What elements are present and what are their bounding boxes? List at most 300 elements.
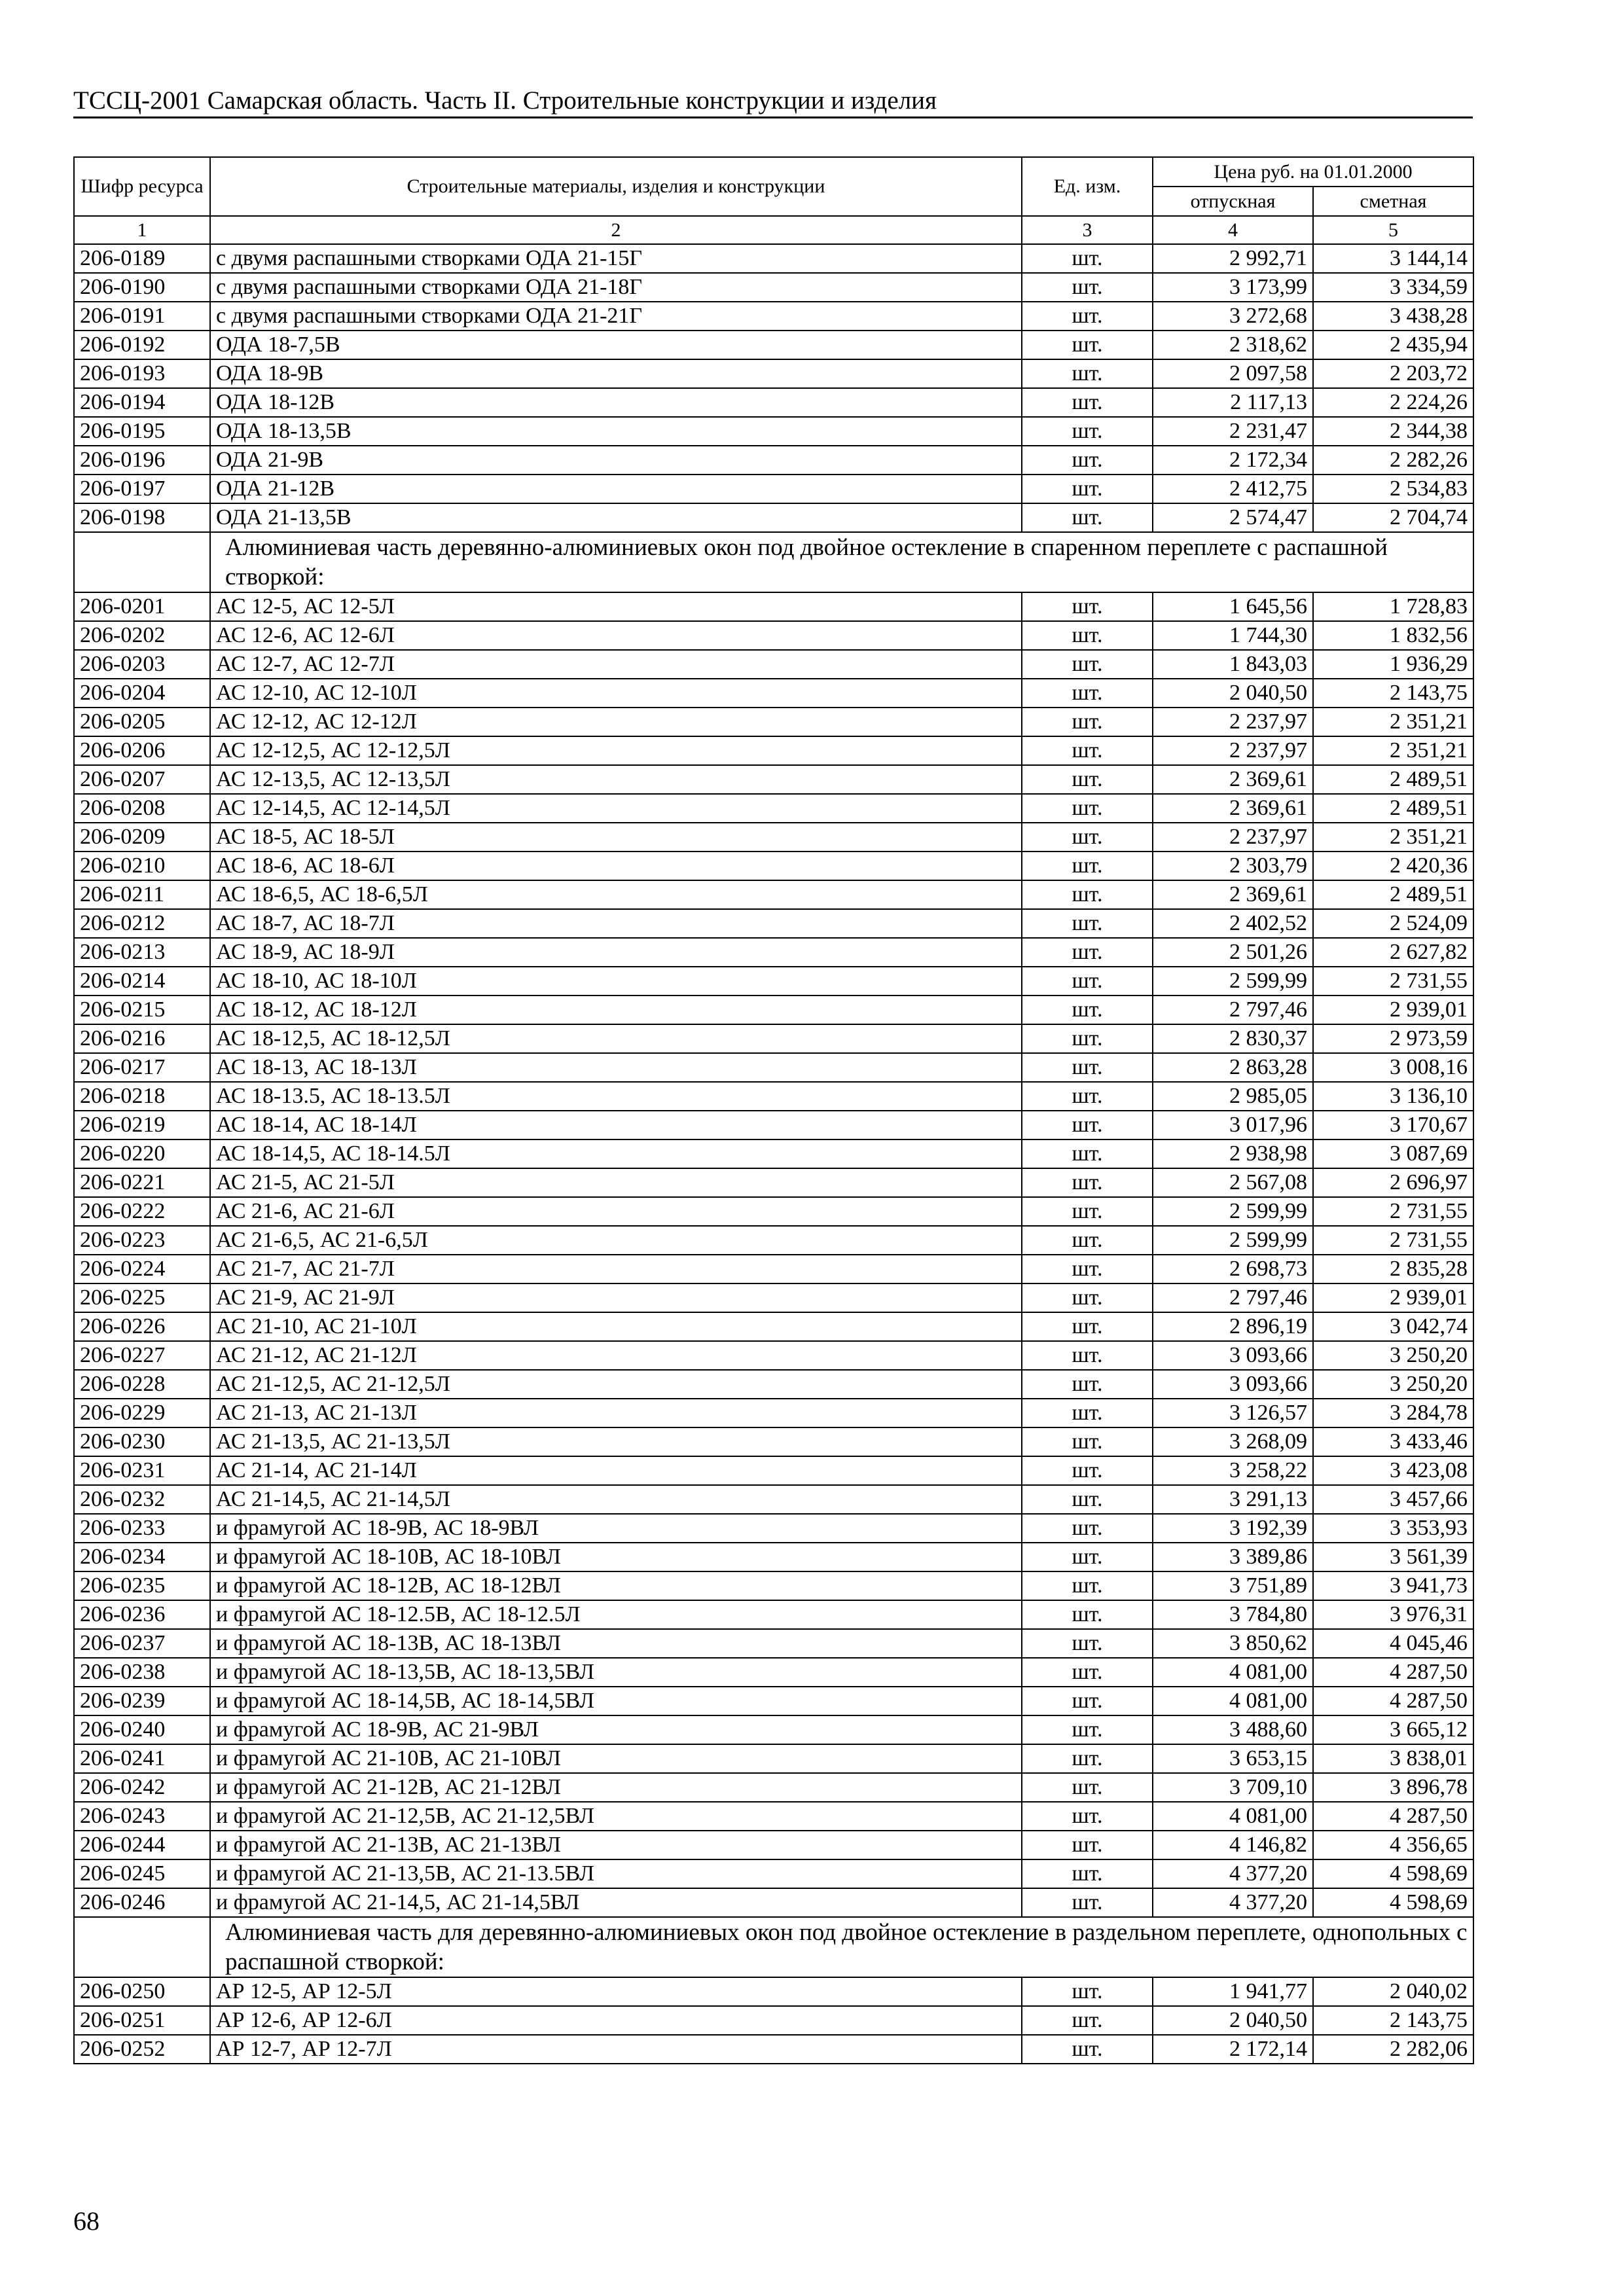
release-price: 3 093,66 xyxy=(1153,1341,1313,1370)
resource-code: 206-0197 xyxy=(74,475,210,503)
section-title: Алюминиевая часть для деревянно-алюминиевых окон под двойное остекление в раздельном переплете, однопольных с распашной створкой: xyxy=(210,1917,1473,1977)
unit-cell: шт. xyxy=(1022,1427,1153,1456)
resource-code: 206-0216 xyxy=(74,1024,210,1053)
item-name: АС 12-13,5, АС 12-13,5Л xyxy=(210,765,1022,794)
estimate-price: 3 334,59 xyxy=(1313,273,1473,302)
unit-cell: шт. xyxy=(1022,1139,1153,1168)
release-price: 2 574,47 xyxy=(1153,503,1313,532)
table-row xyxy=(74,708,1473,736)
item-name: и фрамугой АС 18-9В, АС 18-9ВЛ xyxy=(210,1514,1022,1543)
item-name: АС 12-6, АС 12-6Л xyxy=(210,621,1022,650)
table-row xyxy=(74,1370,1473,1399)
table-row xyxy=(74,1283,1473,1312)
estimate-price: 3 284,78 xyxy=(1313,1399,1473,1427)
resource-code: 206-0190 xyxy=(74,273,210,302)
release-price: 3 258,22 xyxy=(1153,1456,1313,1485)
resource-code: 206-0244 xyxy=(74,1831,210,1859)
resource-code: 206-0226 xyxy=(74,1312,210,1341)
estimate-price: 2 344,38 xyxy=(1313,417,1473,446)
page-number: 68 xyxy=(73,2206,99,2236)
unit-cell: шт. xyxy=(1022,794,1153,823)
item-name: и фрамугой АС 18-12В, АС 18-12ВЛ xyxy=(210,1571,1022,1600)
table-row xyxy=(74,1514,1473,1543)
unit-cell: шт. xyxy=(1022,1977,1153,2006)
col-release-header: отпускная xyxy=(1153,187,1313,216)
table-row xyxy=(74,1888,1473,1917)
unit-cell: шт. xyxy=(1022,1226,1153,1255)
release-price: 3 389,86 xyxy=(1153,1543,1313,1571)
estimate-price: 2 351,21 xyxy=(1313,823,1473,852)
col-num-1: 1 xyxy=(74,216,210,244)
table-row xyxy=(74,679,1473,708)
item-name: и фрамугой АС 18-9В, АС 21-9ВЛ xyxy=(210,1715,1022,1744)
item-name: АС 21-13,5, АС 21-13,5Л xyxy=(210,1427,1022,1456)
unit-cell: шт. xyxy=(1022,621,1153,650)
release-price: 2 369,61 xyxy=(1153,880,1313,909)
release-price: 3 272,68 xyxy=(1153,302,1313,331)
item-name: и фрамугой АС 21-10В, АС 21-10ВЛ xyxy=(210,1744,1022,1773)
unit-cell: шт. xyxy=(1022,1024,1153,1053)
table-row xyxy=(74,794,1473,823)
unit-cell: шт. xyxy=(1022,1687,1153,1715)
estimate-price: 2 489,51 xyxy=(1313,794,1473,823)
estimate-price: 1 728,83 xyxy=(1313,592,1473,621)
item-name: АС 12-10, АС 12-10Л xyxy=(210,679,1022,708)
release-price: 4 081,00 xyxy=(1153,1802,1313,1831)
table-row xyxy=(74,880,1473,909)
resource-code: 206-0211 xyxy=(74,880,210,909)
item-name: и фрамугой АС 21-13,5В, АС 21-13.5ВЛ xyxy=(210,1859,1022,1888)
unit-cell: шт. xyxy=(1022,996,1153,1024)
table-row xyxy=(74,331,1473,359)
estimate-price: 4 598,69 xyxy=(1313,1888,1473,1917)
unit-cell: шт. xyxy=(1022,1543,1153,1571)
estimate-price: 3 941,73 xyxy=(1313,1571,1473,1600)
unit-cell: шт. xyxy=(1022,1255,1153,1283)
item-name: АС 21-12,5, АС 21-12,5Л xyxy=(210,1370,1022,1399)
release-price: 3 653,15 xyxy=(1153,1744,1313,1773)
estimate-price: 3 433,46 xyxy=(1313,1427,1473,1456)
release-price: 2 040,50 xyxy=(1153,2006,1313,2035)
unit-cell: шт. xyxy=(1022,1773,1153,1802)
unit-cell: шт. xyxy=(1022,475,1153,503)
estimate-price: 2 731,55 xyxy=(1313,1226,1473,1255)
resource-code: 206-0208 xyxy=(74,794,210,823)
resource-code: 206-0229 xyxy=(74,1399,210,1427)
resource-code: 206-0245 xyxy=(74,1859,210,1888)
resource-code: 206-0228 xyxy=(74,1370,210,1399)
table-row xyxy=(74,503,1473,532)
col-num-5: 5 xyxy=(1313,216,1473,244)
col-num-2: 2 xyxy=(210,216,1022,244)
resource-code: 206-0232 xyxy=(74,1485,210,1514)
estimate-price: 2 143,75 xyxy=(1313,2006,1473,2035)
unit-cell: шт. xyxy=(1022,1600,1153,1629)
table-row xyxy=(74,592,1473,621)
release-price: 2 369,61 xyxy=(1153,765,1313,794)
resource-code: 206-0193 xyxy=(74,359,210,388)
table-row xyxy=(74,1024,1473,1053)
unit-cell: шт. xyxy=(1022,1197,1153,1226)
unit-cell: шт. xyxy=(1022,331,1153,359)
estimate-price: 2 489,51 xyxy=(1313,765,1473,794)
resource-code: 206-0217 xyxy=(74,1053,210,1082)
item-name: с двумя распашными створками ОДА 21-18Г xyxy=(210,273,1022,302)
release-price: 2 172,34 xyxy=(1153,446,1313,475)
resource-code: 206-0205 xyxy=(74,708,210,736)
release-price: 3 850,62 xyxy=(1153,1629,1313,1658)
table-row xyxy=(74,1111,1473,1139)
table-row xyxy=(74,1082,1473,1111)
item-name: и фрамугой АС 21-13В, АС 21-13ВЛ xyxy=(210,1831,1022,1859)
estimate-price: 3 170,67 xyxy=(1313,1111,1473,1139)
unit-cell: шт. xyxy=(1022,388,1153,417)
table-row xyxy=(74,823,1473,852)
estimate-price: 2 420,36 xyxy=(1313,852,1473,880)
unit-cell: шт. xyxy=(1022,244,1153,273)
release-price: 3 093,66 xyxy=(1153,1370,1313,1399)
item-name: АР 12-6, АР 12-6Л xyxy=(210,2006,1022,2035)
resource-code: 206-0223 xyxy=(74,1226,210,1255)
release-price: 2 863,28 xyxy=(1153,1053,1313,1082)
unit-cell: шт. xyxy=(1022,1888,1153,1917)
unit-cell: шт. xyxy=(1022,823,1153,852)
item-name: АС 18-14, АС 18-14Л xyxy=(210,1111,1022,1139)
estimate-price: 2 731,55 xyxy=(1313,1197,1473,1226)
release-price: 2 985,05 xyxy=(1153,1082,1313,1111)
estimate-price: 4 598,69 xyxy=(1313,1859,1473,1888)
resource-code: 206-0209 xyxy=(74,823,210,852)
table-row xyxy=(74,1831,1473,1859)
resource-code: 206-0189 xyxy=(74,244,210,273)
resource-code: 206-0203 xyxy=(74,650,210,679)
estimate-price: 2 939,01 xyxy=(1313,996,1473,1024)
resource-code: 206-0220 xyxy=(74,1139,210,1168)
table-row xyxy=(74,273,1473,302)
estimate-price: 3 665,12 xyxy=(1313,1715,1473,1744)
table-header-row xyxy=(74,157,1473,187)
unit-cell: шт. xyxy=(1022,967,1153,996)
release-price: 3 268,09 xyxy=(1153,1427,1313,1456)
table-row xyxy=(74,2035,1473,2064)
item-name: ОДА 21-12В xyxy=(210,475,1022,503)
section-row xyxy=(74,1917,1473,1977)
unit-cell: шт. xyxy=(1022,592,1153,621)
estimate-price: 3 896,78 xyxy=(1313,1773,1473,1802)
release-price: 4 081,00 xyxy=(1153,1658,1313,1687)
unit-cell: шт. xyxy=(1022,1485,1153,1514)
table-row xyxy=(74,1427,1473,1456)
resource-code: 206-0252 xyxy=(74,2035,210,2064)
item-name: АС 18-14,5, АС 18-14.5Л xyxy=(210,1139,1022,1168)
item-name: ОДА 18-12В xyxy=(210,388,1022,417)
table-row xyxy=(74,909,1473,938)
release-price: 4 081,00 xyxy=(1153,1687,1313,1715)
release-price: 1 645,56 xyxy=(1153,592,1313,621)
release-price: 2 040,50 xyxy=(1153,679,1313,708)
item-name: и фрамугой АС 18-14,5В, АС 18-14,5ВЛ xyxy=(210,1687,1022,1715)
resource-code: 206-0196 xyxy=(74,446,210,475)
release-price: 3 291,13 xyxy=(1153,1485,1313,1514)
estimate-price: 2 696,97 xyxy=(1313,1168,1473,1197)
table-row xyxy=(74,967,1473,996)
item-name: АС 12-5, АС 12-5Л xyxy=(210,592,1022,621)
estimate-price: 3 438,28 xyxy=(1313,302,1473,331)
table-row xyxy=(74,621,1473,650)
estimate-price: 4 045,46 xyxy=(1313,1629,1473,1658)
table-row xyxy=(74,1687,1473,1715)
item-name: и фрамугой АС 18-13В, АС 18-13ВЛ xyxy=(210,1629,1022,1658)
estimate-price: 4 287,50 xyxy=(1313,1658,1473,1687)
estimate-price: 2 489,51 xyxy=(1313,880,1473,909)
release-price: 4 377,20 xyxy=(1153,1859,1313,1888)
unit-cell: шт. xyxy=(1022,273,1153,302)
table-row xyxy=(74,650,1473,679)
unit-cell: шт. xyxy=(1022,417,1153,446)
item-name: с двумя распашными створками ОДА 21-21Г xyxy=(210,302,1022,331)
resource-code: 206-0201 xyxy=(74,592,210,621)
estimate-price: 2 282,06 xyxy=(1313,2035,1473,2064)
resource-code: 206-0235 xyxy=(74,1571,210,1600)
table-row xyxy=(74,388,1473,417)
resource-code: 206-0230 xyxy=(74,1427,210,1456)
resource-code: 206-0207 xyxy=(74,765,210,794)
table-row xyxy=(74,736,1473,765)
unit-cell: шт. xyxy=(1022,503,1153,532)
resource-code: 206-0239 xyxy=(74,1687,210,1715)
section-code-cell xyxy=(74,532,210,592)
unit-cell: шт. xyxy=(1022,302,1153,331)
resource-code: 206-0236 xyxy=(74,1600,210,1629)
table-row xyxy=(74,1168,1473,1197)
release-price: 2 599,99 xyxy=(1153,1197,1313,1226)
unit-cell: шт. xyxy=(1022,880,1153,909)
resource-code: 206-0241 xyxy=(74,1744,210,1773)
release-price: 2 117,13 xyxy=(1153,388,1313,417)
table-colnum-row xyxy=(74,216,1473,244)
release-price: 4 146,82 xyxy=(1153,1831,1313,1859)
release-price: 2 402,52 xyxy=(1153,909,1313,938)
col-unit-header: Ед. изм. xyxy=(1022,157,1153,216)
estimate-price: 3 144,14 xyxy=(1313,244,1473,273)
table-row xyxy=(74,475,1473,503)
table-row xyxy=(74,1312,1473,1341)
unit-cell: шт. xyxy=(1022,1111,1153,1139)
item-name: АС 21-13, АС 21-13Л xyxy=(210,1399,1022,1427)
release-price: 2 172,14 xyxy=(1153,2035,1313,2064)
item-name: и фрамугой АС 21-12В, АС 21-12ВЛ xyxy=(210,1773,1022,1802)
table-row xyxy=(74,244,1473,273)
release-price: 2 231,47 xyxy=(1153,417,1313,446)
table-row xyxy=(74,1255,1473,1283)
resource-code: 206-0251 xyxy=(74,2006,210,2035)
item-name: АС 21-5, АС 21-5Л xyxy=(210,1168,1022,1197)
estimate-price: 2 435,94 xyxy=(1313,331,1473,359)
release-price: 2 501,26 xyxy=(1153,938,1313,967)
release-price: 2 797,46 xyxy=(1153,1283,1313,1312)
unit-cell: шт. xyxy=(1022,708,1153,736)
estimate-price: 3 250,20 xyxy=(1313,1341,1473,1370)
resource-code: 206-0225 xyxy=(74,1283,210,1312)
estimate-price: 4 287,50 xyxy=(1313,1687,1473,1715)
unit-cell: шт. xyxy=(1022,852,1153,880)
resource-code: 206-0246 xyxy=(74,1888,210,1917)
release-price: 3 488,60 xyxy=(1153,1715,1313,1744)
table-row xyxy=(74,852,1473,880)
item-name: АС 18-6,5, АС 18-6,5Л xyxy=(210,880,1022,909)
table-body xyxy=(74,244,1473,2064)
item-name: и фрамугой АС 21-12,5В, АС 21-12,5ВЛ xyxy=(210,1802,1022,1831)
estimate-price: 4 287,50 xyxy=(1313,1802,1473,1831)
unit-cell: шт. xyxy=(1022,1312,1153,1341)
estimate-price: 2 224,26 xyxy=(1313,388,1473,417)
item-name: АС 18-10, АС 18-10Л xyxy=(210,967,1022,996)
unit-cell: шт. xyxy=(1022,1802,1153,1831)
table-row xyxy=(74,938,1473,967)
item-name: АС 21-6, АС 21-6Л xyxy=(210,1197,1022,1226)
estimate-price: 1 832,56 xyxy=(1313,621,1473,650)
unit-cell: шт. xyxy=(1022,650,1153,679)
item-name: АС 18-13.5, АС 18-13.5Л xyxy=(210,1082,1022,1111)
col-num-3: 3 xyxy=(1022,216,1153,244)
table-row xyxy=(74,1859,1473,1888)
resource-code: 206-0242 xyxy=(74,1773,210,1802)
release-price: 3 192,39 xyxy=(1153,1514,1313,1543)
item-name: и фрамугой АС 18-12.5В, АС 18-12.5Л xyxy=(210,1600,1022,1629)
item-name: ОДА 21-13,5В xyxy=(210,503,1022,532)
item-name: и фрамугой АС 18-10В, АС 18-10ВЛ xyxy=(210,1543,1022,1571)
estimate-price: 4 356,65 xyxy=(1313,1831,1473,1859)
estimate-price: 2 534,83 xyxy=(1313,475,1473,503)
resource-code: 206-0206 xyxy=(74,736,210,765)
resource-code: 206-0231 xyxy=(74,1456,210,1485)
item-name: ОДА 21-9В xyxy=(210,446,1022,475)
estimate-price: 2 351,21 xyxy=(1313,736,1473,765)
resource-code: 206-0237 xyxy=(74,1629,210,1658)
release-price: 2 896,19 xyxy=(1153,1312,1313,1341)
release-price: 3 751,89 xyxy=(1153,1571,1313,1600)
unit-cell: шт. xyxy=(1022,1082,1153,1111)
table-row xyxy=(74,1571,1473,1600)
release-price: 1 744,30 xyxy=(1153,621,1313,650)
estimate-price: 3 250,20 xyxy=(1313,1370,1473,1399)
release-price: 3 709,10 xyxy=(1153,1773,1313,1802)
estimate-price: 3 838,01 xyxy=(1313,1744,1473,1773)
estimate-price: 1 936,29 xyxy=(1313,650,1473,679)
item-name: АС 21-10, АС 21-10Л xyxy=(210,1312,1022,1341)
resource-code: 206-0240 xyxy=(74,1715,210,1744)
table-row xyxy=(74,359,1473,388)
release-price: 2 303,79 xyxy=(1153,852,1313,880)
table-row xyxy=(74,1399,1473,1427)
resource-code: 206-0250 xyxy=(74,1977,210,2006)
price-table xyxy=(73,156,1474,2064)
release-price: 3 784,80 xyxy=(1153,1600,1313,1629)
unit-cell: шт. xyxy=(1022,1629,1153,1658)
resource-code: 206-0213 xyxy=(74,938,210,967)
resource-code: 206-0198 xyxy=(74,503,210,532)
estimate-price: 3 353,93 xyxy=(1313,1514,1473,1543)
estimate-price: 3 087,69 xyxy=(1313,1139,1473,1168)
resource-code: 206-0212 xyxy=(74,909,210,938)
table-row xyxy=(74,1485,1473,1514)
estimate-price: 2 282,26 xyxy=(1313,446,1473,475)
resource-code: 206-0192 xyxy=(74,331,210,359)
unit-cell: шт. xyxy=(1022,679,1153,708)
estimate-price: 2 704,74 xyxy=(1313,503,1473,532)
estimate-price: 2 939,01 xyxy=(1313,1283,1473,1312)
release-price: 2 412,75 xyxy=(1153,475,1313,503)
item-name: АС 12-12,5, АС 12-12,5Л xyxy=(210,736,1022,765)
item-name: ОДА 18-7,5В xyxy=(210,331,1022,359)
table-row xyxy=(74,1139,1473,1168)
estimate-price: 2 203,72 xyxy=(1313,359,1473,388)
item-name: АС 21-14, АС 21-14Л xyxy=(210,1456,1022,1485)
unit-cell: шт. xyxy=(1022,765,1153,794)
resource-code: 206-0243 xyxy=(74,1802,210,1831)
unit-cell: шт. xyxy=(1022,1053,1153,1082)
item-name: АС 18-13, АС 18-13Л xyxy=(210,1053,1022,1082)
item-name: АС 21-14,5, АС 21-14,5Л xyxy=(210,1485,1022,1514)
item-name: АС 18-6, АС 18-6Л xyxy=(210,852,1022,880)
table-row xyxy=(74,1773,1473,1802)
estimate-price: 2 835,28 xyxy=(1313,1255,1473,1283)
estimate-price: 3 976,31 xyxy=(1313,1600,1473,1629)
section-row xyxy=(74,532,1473,592)
table-row xyxy=(74,302,1473,331)
resource-code: 206-0238 xyxy=(74,1658,210,1687)
col-num-4: 4 xyxy=(1153,216,1313,244)
unit-cell: шт. xyxy=(1022,1859,1153,1888)
col-price-header: Цена руб. на 01.01.2000 xyxy=(1153,157,1473,187)
table-row xyxy=(74,1197,1473,1226)
resource-code: 206-0195 xyxy=(74,417,210,446)
item-name: АР 12-5, АР 12-5Л xyxy=(210,1977,1022,2006)
item-name: АР 12-7, АР 12-7Л xyxy=(210,2035,1022,2064)
estimate-price: 2 524,09 xyxy=(1313,909,1473,938)
estimate-price: 2 040,02 xyxy=(1313,1977,1473,2006)
table-row xyxy=(74,1226,1473,1255)
table-row xyxy=(74,1977,1473,2006)
unit-cell: шт. xyxy=(1022,359,1153,388)
resource-code: 206-0194 xyxy=(74,388,210,417)
item-name: ОДА 18-13,5В xyxy=(210,417,1022,446)
resource-code: 206-0215 xyxy=(74,996,210,1024)
resource-code: 206-0222 xyxy=(74,1197,210,1226)
release-price: 2 830,37 xyxy=(1153,1024,1313,1053)
estimate-price: 3 457,66 xyxy=(1313,1485,1473,1514)
estimate-price: 3 042,74 xyxy=(1313,1312,1473,1341)
release-price: 1 843,03 xyxy=(1153,650,1313,679)
estimate-price: 3 561,39 xyxy=(1313,1543,1473,1571)
resource-code: 206-0210 xyxy=(74,852,210,880)
table-row xyxy=(74,1053,1473,1082)
unit-cell: шт. xyxy=(1022,446,1153,475)
table-row xyxy=(74,1629,1473,1658)
item-name: АС 21-6,5, АС 21-6,5Л xyxy=(210,1226,1022,1255)
resource-code: 206-0191 xyxy=(74,302,210,331)
item-name: АС 21-9, АС 21-9Л xyxy=(210,1283,1022,1312)
unit-cell: шт. xyxy=(1022,909,1153,938)
release-price: 2 237,97 xyxy=(1153,708,1313,736)
table-row xyxy=(74,2006,1473,2035)
resource-code: 206-0218 xyxy=(74,1082,210,1111)
section-code-cell xyxy=(74,1917,210,1977)
resource-code: 206-0233 xyxy=(74,1514,210,1543)
item-name: АС 18-12,5, АС 18-12,5Л xyxy=(210,1024,1022,1053)
unit-cell: шт. xyxy=(1022,1744,1153,1773)
item-name: АС 12-7, АС 12-7Л xyxy=(210,650,1022,679)
